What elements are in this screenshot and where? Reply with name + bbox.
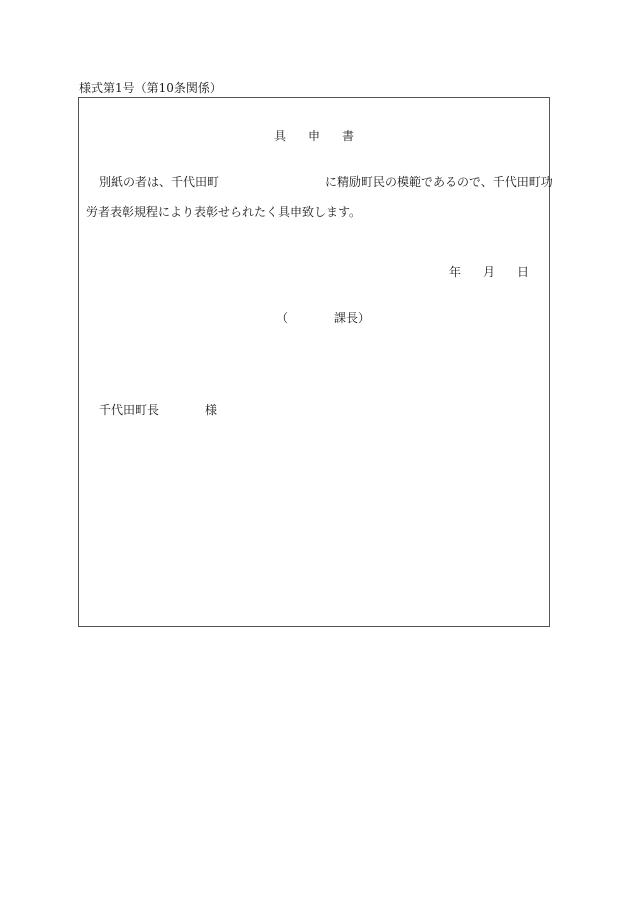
title-char-1: 具	[273, 129, 286, 143]
date-year-label: 年	[448, 265, 461, 279]
addressee-line	[99, 402, 217, 418]
section-chief-line	[276, 310, 370, 326]
open-paren: （	[276, 311, 289, 325]
document-title	[79, 128, 549, 144]
date-month-label: 月	[482, 265, 495, 279]
date-line	[449, 264, 529, 280]
section-chief-title: 課長）	[334, 311, 371, 325]
date-day-label: 日	[516, 265, 529, 279]
body-line-1-suffix: に精励町民の模範であるので、千代田町功	[325, 175, 553, 189]
body-line-1-prefix: 別紙の者は、千代田町	[99, 175, 220, 189]
body-line-2: 労者表彰規程により表彰せられたく具申致します。	[86, 205, 362, 219]
title-char-2: 申	[307, 129, 320, 143]
title-char-3: 書	[342, 129, 355, 143]
addressee-honorific: 様	[205, 403, 218, 417]
body-line-1	[99, 174, 553, 190]
form-number-label: 様式第1号（第10条関係）	[79, 81, 222, 95]
addressee-name: 千代田町長	[99, 403, 160, 417]
petition-form	[78, 97, 553, 627]
